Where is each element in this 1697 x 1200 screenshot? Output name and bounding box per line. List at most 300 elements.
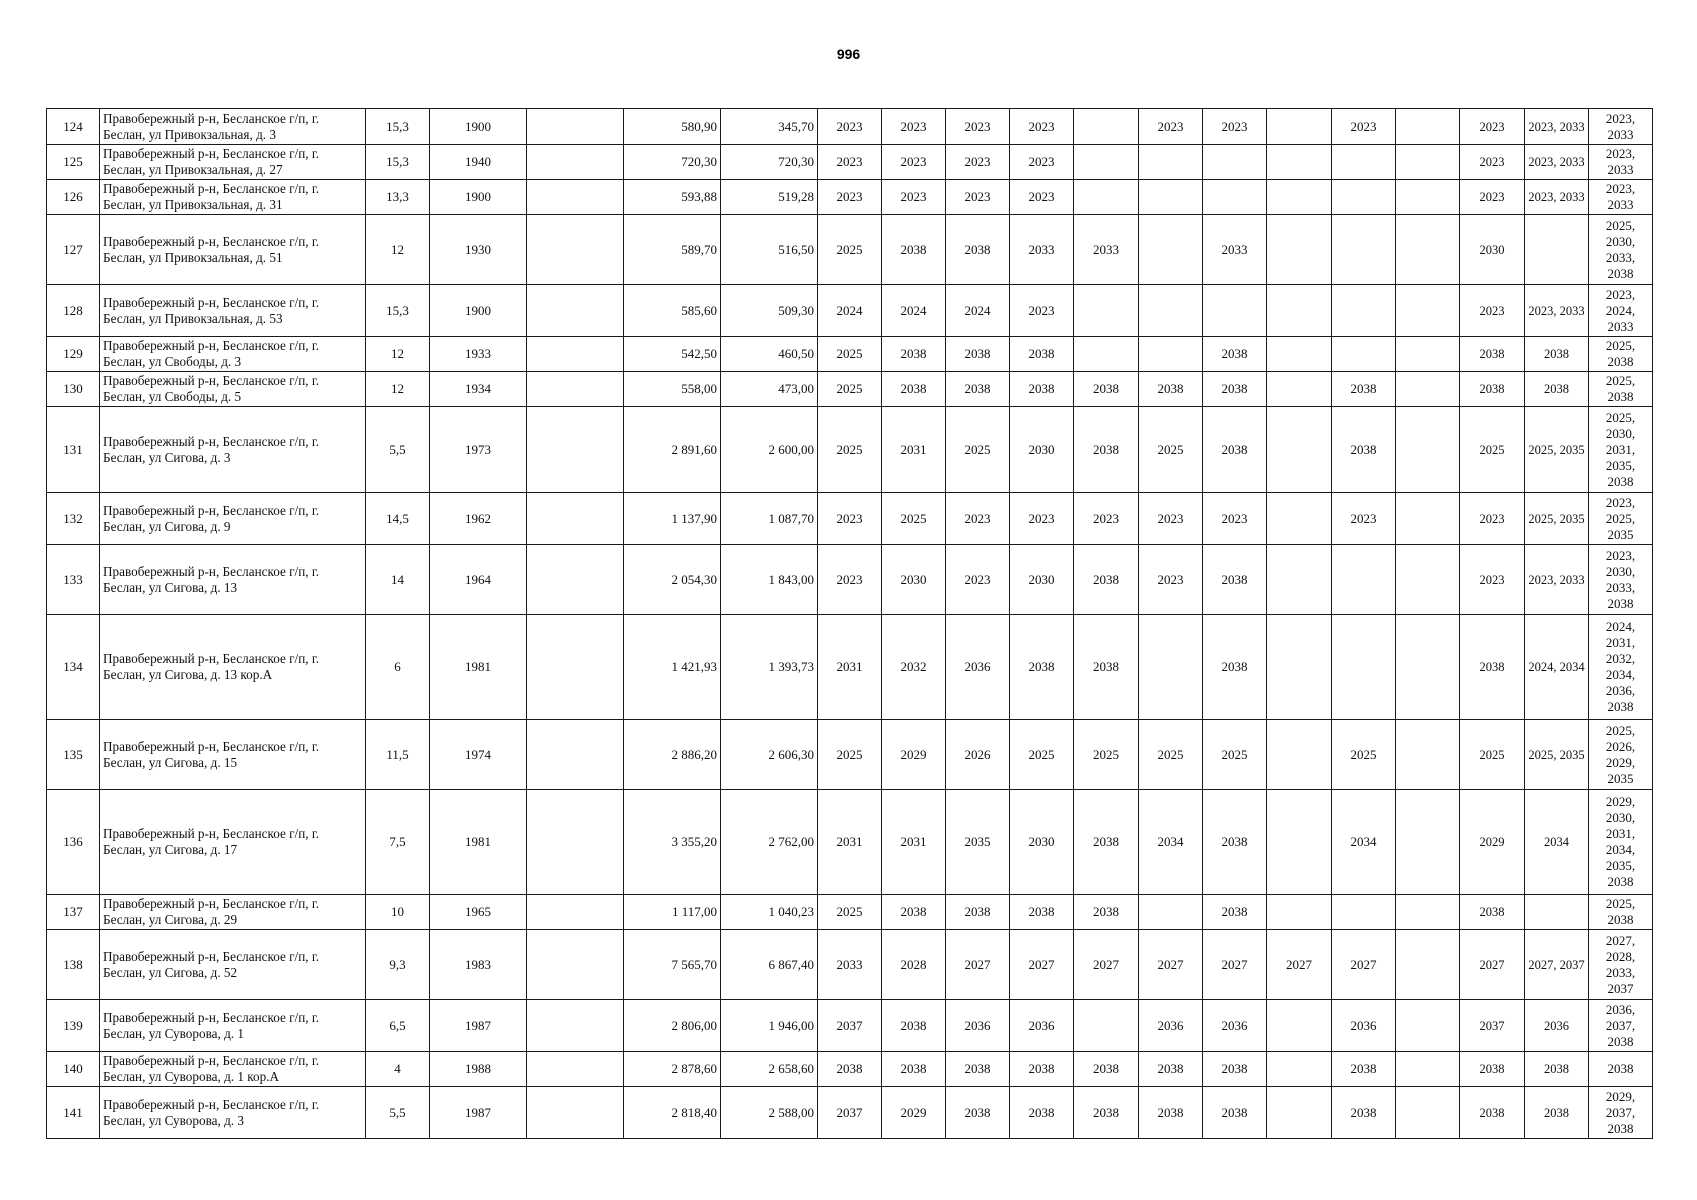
work-year-cell	[1396, 545, 1460, 615]
work-year-cell: 2023	[1460, 109, 1525, 145]
work-year-cell	[1396, 109, 1460, 145]
work-year-cell: 2038	[1203, 895, 1267, 930]
work-year-cell: 2027	[1010, 930, 1074, 1000]
work-year-cell: 2025	[1460, 407, 1525, 493]
work-year-cell: 2023	[1074, 493, 1139, 545]
height-cell: 15,3	[366, 145, 430, 180]
total-area-cell: 2 886,20	[624, 720, 721, 790]
work-year-cell: 2024	[818, 285, 882, 337]
work-year-cell	[1332, 337, 1396, 372]
year-built-cell: 1940	[430, 145, 527, 180]
table-row	[47, 180, 1653, 215]
work-year-cell: 2029, 2030, 2031, 2034, 2035, 2038	[1589, 790, 1653, 895]
work-year-cell: 2038	[1332, 1052, 1396, 1087]
living-area-cell: 460,50	[721, 337, 818, 372]
work-year-cell: 2023	[1010, 493, 1074, 545]
work-year-cell: 2038	[1010, 337, 1074, 372]
work-year-cell: 2038	[1460, 1087, 1525, 1139]
work-year-cell	[1525, 895, 1589, 930]
work-year-cell: 2023	[818, 493, 882, 545]
address-cell: Правобережный р-н, Бесланское г/п, г. Беслан, ул Привокзальная, д. 53	[100, 285, 366, 337]
work-year-cell	[1396, 1052, 1460, 1087]
work-year-cell: 2023, 2033	[1589, 145, 1653, 180]
total-area-cell: 3 355,20	[624, 790, 721, 895]
work-year-cell: 2038	[882, 215, 946, 285]
work-year-cell: 2038	[1203, 1087, 1267, 1139]
work-year-cell	[1396, 1000, 1460, 1052]
work-year-cell	[1267, 615, 1332, 720]
total-area-cell: 558,00	[624, 372, 721, 407]
work-year-cell: 2029	[1460, 790, 1525, 895]
work-year-cell: 2023	[1010, 285, 1074, 337]
work-year-cell: 2023	[946, 109, 1010, 145]
work-year-cell: 2023	[818, 145, 882, 180]
address-cell: Правобережный р-н, Бесланское г/п, г. Беслан, ул Свободы, д. 3	[100, 337, 366, 372]
work-year-cell: 2027	[1203, 930, 1267, 1000]
work-year-cell: 2023	[1010, 145, 1074, 180]
work-year-cell	[1396, 1087, 1460, 1139]
work-year-cell: 2036	[1010, 1000, 1074, 1052]
empty-cell	[527, 615, 624, 720]
work-year-cell: 2038	[1203, 372, 1267, 407]
work-year-cell: 2023, 2033	[1525, 180, 1589, 215]
work-year-cell	[1267, 145, 1332, 180]
work-year-cell: 2037	[1460, 1000, 1525, 1052]
work-year-cell: 2038	[1203, 407, 1267, 493]
table-row	[47, 372, 1653, 407]
work-year-cell	[1396, 790, 1460, 895]
work-year-cell: 2038	[1460, 337, 1525, 372]
work-year-cell: 2025	[1139, 407, 1203, 493]
work-year-cell: 2027	[1267, 930, 1332, 1000]
work-year-cell: 2025, 2035	[1525, 720, 1589, 790]
total-area-cell: 580,90	[624, 109, 721, 145]
work-year-cell: 2038	[1139, 372, 1203, 407]
table-row	[47, 930, 1653, 1000]
work-year-cell: 2038	[1460, 615, 1525, 720]
work-year-cell: 2023	[946, 180, 1010, 215]
work-year-cell: 2038	[1203, 1052, 1267, 1087]
height-cell: 15,3	[366, 285, 430, 337]
work-year-cell	[1396, 285, 1460, 337]
work-year-cell	[1203, 180, 1267, 215]
work-year-cell: 2023	[818, 545, 882, 615]
work-year-cell	[1396, 180, 1460, 215]
work-year-cell: 2035	[946, 790, 1010, 895]
work-year-cell: 2036, 2037, 2038	[1589, 1000, 1653, 1052]
work-year-cell: 2033	[1074, 215, 1139, 285]
address-cell: Правобережный р-н, Бесланское г/п, г. Беслан, ул Сигова, д. 9	[100, 493, 366, 545]
year-built-cell: 1983	[430, 930, 527, 1000]
work-year-cell: 2036	[946, 1000, 1010, 1052]
year-built-cell: 1962	[430, 493, 527, 545]
year-built-cell: 1973	[430, 407, 527, 493]
work-year-cell: 2038	[818, 1052, 882, 1087]
height-cell: 14,5	[366, 493, 430, 545]
living-area-cell: 2 600,00	[721, 407, 818, 493]
table-row	[47, 1000, 1653, 1052]
row-number: 137	[47, 895, 100, 930]
work-year-cell: 2036	[1332, 1000, 1396, 1052]
total-area-cell: 2 806,00	[624, 1000, 721, 1052]
table-row	[47, 337, 1653, 372]
work-year-cell: 2038	[1010, 895, 1074, 930]
building-registry-table	[46, 108, 1653, 1139]
work-year-cell	[1396, 407, 1460, 493]
work-year-cell: 2034	[1139, 790, 1203, 895]
work-year-cell: 2038	[1074, 790, 1139, 895]
row-number: 127	[47, 215, 100, 285]
work-year-cell: 2038	[1332, 1087, 1396, 1139]
work-year-cell: 2027	[1139, 930, 1203, 1000]
total-area-cell: 2 891,60	[624, 407, 721, 493]
work-year-cell: 2025	[882, 493, 946, 545]
work-year-cell: 2038	[1139, 1087, 1203, 1139]
row-number: 126	[47, 180, 100, 215]
table-row	[47, 790, 1653, 895]
work-year-cell: 2031	[882, 790, 946, 895]
work-year-cell: 2023	[946, 145, 1010, 180]
work-year-cell	[1267, 1000, 1332, 1052]
work-year-cell: 2038	[1074, 372, 1139, 407]
table-row	[47, 1052, 1653, 1087]
work-year-cell	[1267, 720, 1332, 790]
work-year-cell: 2038	[946, 215, 1010, 285]
work-year-cell: 2038	[1460, 895, 1525, 930]
living-area-cell: 1 087,70	[721, 493, 818, 545]
work-year-cell: 2025, 2035	[1525, 407, 1589, 493]
work-year-cell: 2038	[882, 337, 946, 372]
table-row	[47, 109, 1653, 145]
work-year-cell: 2024	[882, 285, 946, 337]
total-area-cell: 542,50	[624, 337, 721, 372]
work-year-cell: 2038	[882, 1052, 946, 1087]
work-year-cell: 2038	[1074, 407, 1139, 493]
work-year-cell: 2023, 2024, 2033	[1589, 285, 1653, 337]
work-year-cell: 2024, 2034	[1525, 615, 1589, 720]
work-year-cell	[1074, 1000, 1139, 1052]
row-number: 129	[47, 337, 100, 372]
work-year-cell	[1332, 180, 1396, 215]
work-year-cell: 2029, 2037, 2038	[1589, 1087, 1653, 1139]
work-year-cell: 2030	[882, 545, 946, 615]
work-year-cell: 2023, 2033	[1525, 285, 1589, 337]
living-area-cell: 1 843,00	[721, 545, 818, 615]
year-built-cell: 1987	[430, 1087, 527, 1139]
living-area-cell: 519,28	[721, 180, 818, 215]
year-built-cell: 1900	[430, 285, 527, 337]
work-year-cell: 2023	[882, 180, 946, 215]
work-year-cell: 2025	[1074, 720, 1139, 790]
work-year-cell	[1396, 145, 1460, 180]
year-built-cell: 1988	[430, 1052, 527, 1087]
living-area-cell: 6 867,40	[721, 930, 818, 1000]
work-year-cell	[1267, 285, 1332, 337]
address-cell: Правобережный р-н, Бесланское г/п, г. Беслан, ул Сигова, д. 15	[100, 720, 366, 790]
work-year-cell: 2023	[882, 145, 946, 180]
total-area-cell: 1 117,00	[624, 895, 721, 930]
page-number: 996	[836, 46, 861, 62]
empty-cell	[527, 407, 624, 493]
work-year-cell	[1396, 215, 1460, 285]
empty-cell	[527, 285, 624, 337]
work-year-cell: 2031	[818, 790, 882, 895]
work-year-cell: 2023	[1139, 493, 1203, 545]
work-year-cell: 2038	[1203, 615, 1267, 720]
year-built-cell: 1974	[430, 720, 527, 790]
work-year-cell: 2025, 2035	[1525, 493, 1589, 545]
row-number: 131	[47, 407, 100, 493]
work-year-cell: 2036	[946, 615, 1010, 720]
work-year-cell	[1396, 720, 1460, 790]
work-year-cell: 2038	[1203, 545, 1267, 615]
work-year-cell: 2025, 2030, 2031, 2035, 2038	[1589, 407, 1653, 493]
work-year-cell: 2038	[882, 895, 946, 930]
work-year-cell: 2038	[1589, 1052, 1653, 1087]
total-area-cell: 2 054,30	[624, 545, 721, 615]
work-year-cell	[1267, 337, 1332, 372]
year-built-cell: 1981	[430, 615, 527, 720]
work-year-cell: 2038	[1074, 895, 1139, 930]
height-cell: 7,5	[366, 790, 430, 895]
work-year-cell: 2030	[1010, 790, 1074, 895]
address-cell: Правобережный р-н, Бесланское г/п, г. Беслан, ул Свободы, д. 5	[100, 372, 366, 407]
work-year-cell: 2023	[1139, 545, 1203, 615]
work-year-cell: 2038	[1525, 372, 1589, 407]
table-row	[47, 1087, 1653, 1139]
empty-cell	[527, 895, 624, 930]
work-year-cell: 2038	[1074, 1052, 1139, 1087]
work-year-cell: 2023, 2030, 2033, 2038	[1589, 545, 1653, 615]
work-year-cell	[1396, 895, 1460, 930]
work-year-cell: 2038	[1525, 1052, 1589, 1087]
work-year-cell: 2038	[1010, 615, 1074, 720]
year-built-cell: 1965	[430, 895, 527, 930]
address-cell: Правобережный р-н, Бесланское г/п, г. Беслан, ул Сигова, д. 52	[100, 930, 366, 1000]
work-year-cell: 2038	[1332, 407, 1396, 493]
work-year-cell: 2023	[1010, 109, 1074, 145]
living-area-cell: 345,70	[721, 109, 818, 145]
work-year-cell: 2023, 2033	[1525, 145, 1589, 180]
work-year-cell: 2025	[1010, 720, 1074, 790]
table-row	[47, 545, 1653, 615]
living-area-cell: 2 762,00	[721, 790, 818, 895]
empty-cell	[527, 372, 624, 407]
year-built-cell: 1981	[430, 790, 527, 895]
work-year-cell: 2023	[946, 545, 1010, 615]
work-year-cell	[1332, 145, 1396, 180]
work-year-cell: 2027	[946, 930, 1010, 1000]
work-year-cell: 2036	[1139, 1000, 1203, 1052]
work-year-cell: 2025	[1139, 720, 1203, 790]
work-year-cell: 2028	[882, 930, 946, 1000]
work-year-cell: 2025	[818, 337, 882, 372]
work-year-cell: 2038	[1460, 372, 1525, 407]
work-year-cell: 2038	[946, 337, 1010, 372]
address-cell: Правобережный р-н, Бесланское г/п, г. Беслан, ул Привокзальная, д. 31	[100, 180, 366, 215]
work-year-cell: 2032	[882, 615, 946, 720]
address-cell: Правобережный р-н, Бесланское г/п, г. Беслан, ул Сигова, д. 17	[100, 790, 366, 895]
work-year-cell	[1396, 493, 1460, 545]
height-cell: 5,5	[366, 1087, 430, 1139]
work-year-cell: 2027	[1332, 930, 1396, 1000]
work-year-cell: 2038	[1010, 1052, 1074, 1087]
work-year-cell	[1267, 180, 1332, 215]
work-year-cell: 2023	[1460, 493, 1525, 545]
work-year-cell: 2038	[882, 1000, 946, 1052]
work-year-cell	[1139, 615, 1203, 720]
living-area-cell: 1 393,73	[721, 615, 818, 720]
work-year-cell: 2025	[1460, 720, 1525, 790]
empty-cell	[527, 790, 624, 895]
work-year-cell: 2023	[1332, 493, 1396, 545]
height-cell: 12	[366, 215, 430, 285]
row-number: 139	[47, 1000, 100, 1052]
work-year-cell: 2038	[1139, 1052, 1203, 1087]
work-year-cell	[1139, 895, 1203, 930]
address-cell: Правобережный р-н, Бесланское г/п, г. Беслан, ул Привокзальная, д. 3	[100, 109, 366, 145]
work-year-cell	[1139, 215, 1203, 285]
empty-cell	[527, 180, 624, 215]
height-cell: 6,5	[366, 1000, 430, 1052]
work-year-cell: 2036	[1203, 1000, 1267, 1052]
work-year-cell	[1267, 215, 1332, 285]
work-year-cell: 2025	[946, 407, 1010, 493]
work-year-cell: 2026	[946, 720, 1010, 790]
table-row	[47, 285, 1653, 337]
work-year-cell: 2038	[1460, 1052, 1525, 1087]
work-year-cell: 2023	[1139, 109, 1203, 145]
work-year-cell: 2033	[1203, 215, 1267, 285]
work-year-cell	[1332, 285, 1396, 337]
height-cell: 10	[366, 895, 430, 930]
year-built-cell: 1900	[430, 109, 527, 145]
work-year-cell: 2031	[882, 407, 946, 493]
work-year-cell: 2033	[1010, 215, 1074, 285]
height-cell: 11,5	[366, 720, 430, 790]
living-area-cell: 1 946,00	[721, 1000, 818, 1052]
work-year-cell: 2038	[1525, 1087, 1589, 1139]
work-year-cell: 2023	[1460, 545, 1525, 615]
year-built-cell: 1930	[430, 215, 527, 285]
total-area-cell: 585,60	[624, 285, 721, 337]
work-year-cell: 2023	[1332, 109, 1396, 145]
work-year-cell: 2023	[946, 493, 1010, 545]
work-year-cell: 2023, 2033	[1589, 109, 1653, 145]
work-year-cell: 2037	[818, 1000, 882, 1052]
work-year-cell	[1139, 180, 1203, 215]
address-cell: Правобережный р-н, Бесланское г/п, г. Беслан, ул Суворова, д. 3	[100, 1087, 366, 1139]
total-area-cell: 720,30	[624, 145, 721, 180]
living-area-cell: 516,50	[721, 215, 818, 285]
empty-cell	[527, 215, 624, 285]
work-year-cell	[1267, 372, 1332, 407]
work-year-cell: 2038	[946, 895, 1010, 930]
row-number: 132	[47, 493, 100, 545]
work-year-cell: 2030	[1460, 215, 1525, 285]
work-year-cell: 2027, 2028, 2033, 2037	[1589, 930, 1653, 1000]
work-year-cell: 2038	[946, 1087, 1010, 1139]
table-row	[47, 145, 1653, 180]
work-year-cell	[1332, 615, 1396, 720]
work-year-cell: 2025, 2038	[1589, 372, 1653, 407]
living-area-cell: 473,00	[721, 372, 818, 407]
work-year-cell: 2038	[946, 372, 1010, 407]
work-year-cell: 2023	[1203, 493, 1267, 545]
height-cell: 13,3	[366, 180, 430, 215]
work-year-cell	[1203, 285, 1267, 337]
work-year-cell: 2038	[1074, 615, 1139, 720]
height-cell: 12	[366, 337, 430, 372]
work-year-cell	[1332, 895, 1396, 930]
work-year-cell: 2027	[1460, 930, 1525, 1000]
year-built-cell: 1934	[430, 372, 527, 407]
work-year-cell: 2038	[1332, 372, 1396, 407]
living-area-cell: 720,30	[721, 145, 818, 180]
row-number: 138	[47, 930, 100, 1000]
work-year-cell: 2027, 2037	[1525, 930, 1589, 1000]
total-area-cell: 589,70	[624, 215, 721, 285]
work-year-cell	[1332, 545, 1396, 615]
work-year-cell: 2027	[1074, 930, 1139, 1000]
work-year-cell: 2025, 2038	[1589, 337, 1653, 372]
work-year-cell: 2023	[1203, 109, 1267, 145]
work-year-cell: 2031	[818, 615, 882, 720]
height-cell: 4	[366, 1052, 430, 1087]
row-number: 128	[47, 285, 100, 337]
row-number: 125	[47, 145, 100, 180]
work-year-cell: 2034	[1332, 790, 1396, 895]
table-row	[47, 215, 1653, 285]
empty-cell	[527, 930, 624, 1000]
work-year-cell: 2024, 2031, 2032, 2034, 2036, 2038	[1589, 615, 1653, 720]
work-year-cell: 2029	[882, 720, 946, 790]
work-year-cell	[1074, 337, 1139, 372]
work-year-cell: 2038	[1010, 372, 1074, 407]
table-row	[47, 493, 1653, 545]
work-year-cell	[1396, 337, 1460, 372]
work-year-cell	[1074, 145, 1139, 180]
work-year-cell	[1267, 407, 1332, 493]
height-cell: 5,5	[366, 407, 430, 493]
row-number: 124	[47, 109, 100, 145]
row-number: 130	[47, 372, 100, 407]
work-year-cell	[1525, 215, 1589, 285]
empty-cell	[527, 145, 624, 180]
work-year-cell: 2025	[818, 895, 882, 930]
work-year-cell: 2025, 2038	[1589, 895, 1653, 930]
work-year-cell: 2038	[946, 1052, 1010, 1087]
year-built-cell: 1900	[430, 180, 527, 215]
work-year-cell: 2025	[818, 372, 882, 407]
work-year-cell	[1074, 109, 1139, 145]
work-year-cell: 2023	[1460, 145, 1525, 180]
work-year-cell	[1074, 285, 1139, 337]
address-cell: Правобережный р-н, Бесланское г/п, г. Беслан, ул Суворова, д. 1	[100, 1000, 366, 1052]
empty-cell	[527, 545, 624, 615]
row-number: 135	[47, 720, 100, 790]
work-year-cell: 2023, 2033	[1589, 180, 1653, 215]
work-year-cell	[1267, 1052, 1332, 1087]
work-year-cell: 2030	[1010, 545, 1074, 615]
row-number: 140	[47, 1052, 100, 1087]
work-year-cell: 2023, 2033	[1525, 545, 1589, 615]
work-year-cell: 2023	[818, 180, 882, 215]
work-year-cell: 2038	[1074, 545, 1139, 615]
row-number: 134	[47, 615, 100, 720]
work-year-cell	[1139, 145, 1203, 180]
work-year-cell	[1396, 930, 1460, 1000]
